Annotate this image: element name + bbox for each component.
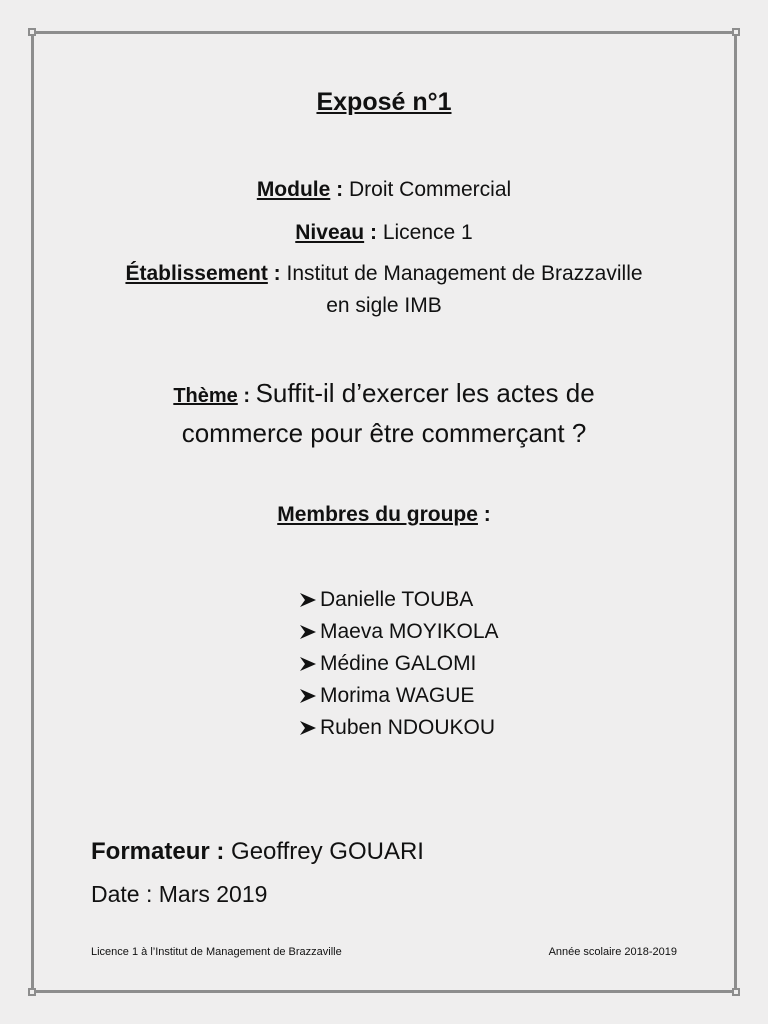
module-label: Module: [256, 178, 331, 201]
border-corner-ornament: [28, 28, 36, 36]
list-item: [298, 680, 499, 712]
border-corner-ornament: [732, 988, 740, 996]
border-corner-ornament: [732, 28, 740, 36]
member-name: Morima WAGUE: [320, 684, 475, 707]
niveau-label: Niveau: [295, 221, 365, 244]
members-heading: [0, 503, 768, 527]
list-item: [298, 712, 499, 744]
member-name: Ruben NDOUKOU: [320, 716, 496, 739]
formateur-line: [91, 838, 424, 866]
theme-text-1: Suffit-il d’exercer les actes de: [255, 378, 595, 408]
border-corner-ornament: [28, 988, 36, 996]
niveau-value: Licence 1: [382, 221, 473, 244]
etablissement-separator: :: [267, 262, 287, 285]
formateur-value: Geoffrey GOUARI: [224, 838, 424, 865]
niveau-line: [0, 221, 768, 245]
niveau-separator: :: [364, 221, 383, 244]
date-line: Date : Mars 2019: [91, 881, 268, 907]
footer-left: Licence 1 à l’Institut de Management de Brazzaville: [91, 946, 342, 958]
members-list: [298, 584, 499, 744]
list-item: [298, 616, 499, 648]
arrow-bullet-icon: [298, 718, 318, 738]
module-line: [0, 178, 768, 202]
footer-right: Année scolaire 2018-2019: [548, 946, 677, 958]
theme-line-1: [0, 374, 768, 415]
member-name: Maeva MOYIKOLA: [320, 620, 499, 643]
list-item: [298, 584, 499, 616]
arrow-bullet-icon: [298, 622, 318, 642]
formateur-label: Formateur :: [91, 838, 225, 865]
etablissement-line: [0, 262, 768, 286]
member-name: Danielle TOUBA: [320, 588, 474, 611]
theme-line-2: commerce pour être commerçant ?: [181, 418, 587, 448]
etablissement-value: Institut de Management de Brazzaville: [286, 262, 643, 285]
etablissement-sigle: en sigle IMB: [326, 294, 442, 317]
theme-label: Thème: [173, 385, 238, 407]
module-separator: :: [330, 178, 349, 201]
members-heading-separator: :: [477, 503, 491, 526]
members-heading-label: Membres du groupe: [277, 503, 478, 526]
document-title: Exposé n°1: [316, 88, 452, 116]
etablissement-label: Établissement: [125, 262, 268, 285]
module-value: Droit Commercial: [348, 178, 512, 201]
arrow-bullet-icon: [298, 654, 318, 674]
theme-separator: :: [237, 385, 256, 407]
arrow-bullet-icon: [298, 590, 318, 610]
list-item: [298, 648, 499, 680]
arrow-bullet-icon: [298, 686, 318, 706]
member-name: Médine GALOMI: [320, 652, 477, 675]
